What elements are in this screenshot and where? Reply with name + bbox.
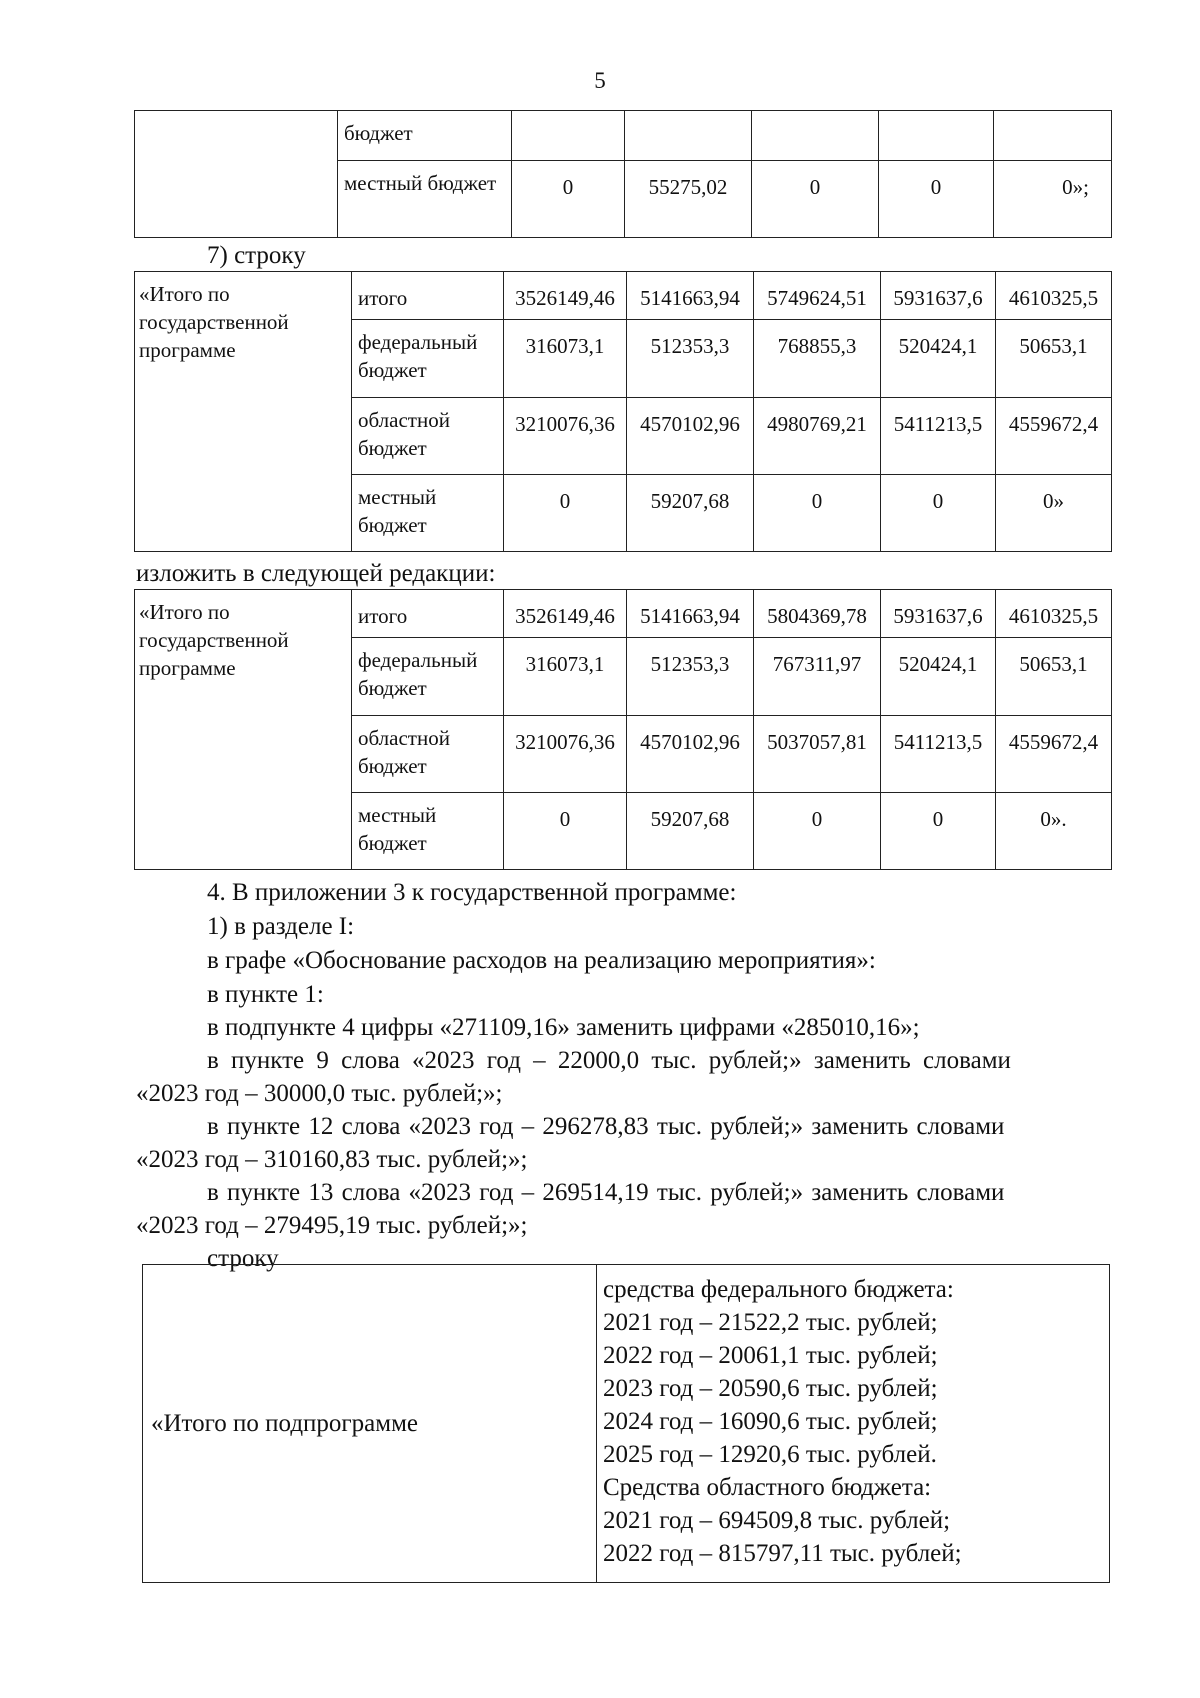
funding-line: 2021 год – 694509,8 тыс. рублей; [603,1507,951,1534]
table-cell: 0 [879,161,994,238]
table-cell: 4570102,96 [627,716,754,793]
table-subprogram [142,1264,1110,1583]
table-cell: 512353,3 [627,638,754,716]
table-row [135,272,1112,320]
row-label: областной бюджет [352,398,504,475]
paragraph: строку [207,1245,279,1272]
table-row [135,111,1112,161]
table-cell: 5141663,94 [627,272,754,320]
table-cell: 316073,1 [504,320,627,398]
table-cell: 3526149,46 [504,272,627,320]
table-cell: 5411213,5 [881,716,996,793]
heading-7: 7) строку [207,242,306,269]
subprogram-label: «Итого по подпрограмме [143,1265,597,1583]
table-cell: 5931637,6 [881,590,996,638]
table-cell: 3210076,36 [504,716,627,793]
table-cell: 3210076,36 [504,398,627,475]
table-cell: 4980769,21 [754,398,881,475]
table-cell [752,111,879,161]
table-new-total [134,589,1112,870]
row-label: местный бюджет [352,475,504,552]
table-cell: 59207,68 [627,475,754,552]
table-old-total [134,271,1112,552]
paragraph: в пункте 1: [207,981,324,1008]
paragraph: «2023 год – 310160,83 тыс. рублей;»; [136,1146,528,1173]
funding-line: 2022 год – 20061,1 тыс. рублей; [603,1342,938,1369]
funding-line: 2024 год – 16090,6 тыс. рублей; [603,1408,938,1435]
table-cell: 5804369,78 [754,590,881,638]
table-cell: 0 [752,161,879,238]
table-cell: 5749624,51 [754,272,881,320]
table-cell: 0 [754,475,881,552]
row-label: федеральный бюджет [352,320,504,398]
row-label: областной бюджет [352,716,504,793]
table-cell: 0»; [994,161,1112,238]
paragraph: в подпункте 4 цифры «271109,16» заменить цифрами «285010,16»; [207,1014,920,1041]
funding-line: средства федерального бюджета: [603,1276,954,1303]
table-cell: 5931637,6 [881,272,996,320]
row-label: местный бюджет [352,793,504,870]
table-cell: 5037057,81 [754,716,881,793]
funding-line: 2022 год – 815797,11 тыс. рублей; [603,1540,962,1567]
table-cell: 0». [996,793,1112,870]
table-cell: 4559672,4 [996,398,1112,475]
table-cell: 59207,68 [627,793,754,870]
table-cell: 0 [881,793,996,870]
table-cell [994,111,1112,161]
table-cell: 0 [504,475,627,552]
table-cell: 0 [754,793,881,870]
table-cell: 4610325,5 [996,590,1112,638]
table-row [143,1265,1110,1583]
row-label: итого [352,272,504,320]
row-label: итого [352,590,504,638]
table-cell: 4570102,96 [627,398,754,475]
row-label: местный бюджет [338,161,512,238]
program-name: «Итого по государственной программе [135,272,352,552]
paragraph: 1) в разделе I: [207,913,355,940]
funding-line: 2025 год – 12920,6 тыс. рублей. [603,1441,937,1468]
table-cell: 50653,1 [996,638,1112,716]
row-label: бюджет [338,111,512,161]
table-cell: 50653,1 [996,320,1112,398]
table-cell: 767311,97 [754,638,881,716]
table-cell: 520424,1 [881,638,996,716]
table-row [135,590,1112,638]
table-cell: 0» [996,475,1112,552]
paragraph: в пункте 12 слова «2023 год – 296278,83 тыс. рублей;» заменить словами [207,1113,1005,1140]
funding-line: 2021 год – 21522,2 тыс. рублей; [603,1309,938,1336]
table-cell: 0 [504,793,627,870]
table-cell: 3526149,46 [504,590,627,638]
paragraph: в пункте 9 слова «2023 год – 22000,0 тыс. рублей;» заменить словами [207,1047,1011,1074]
table-cell: 5141663,94 [627,590,754,638]
program-name: «Итого по государственной программе [135,590,352,870]
table-cell [512,111,625,161]
paragraph: «2023 год – 279495,19 тыс. рублей;»; [136,1212,528,1239]
paragraph: 4. В приложении 3 к государственной программе: [207,879,737,906]
funding-line: Средства областного бюджета: [603,1474,932,1501]
table-cell: 520424,1 [881,320,996,398]
table-cell: 5411213,5 [881,398,996,475]
table-cell: 0 [881,475,996,552]
paragraph: в графе «Обоснование расходов на реализацию мероприятия»: [207,947,876,974]
table-cell: 55275,02 [625,161,752,238]
funding-line: 2023 год – 20590,6 тыс. рублей; [603,1375,938,1402]
table-cell: 4559672,4 [996,716,1112,793]
table-continuation [134,110,1112,238]
table-cell: 768855,3 [754,320,881,398]
paragraph: в пункте 13 слова «2023 год – 269514,19 тыс. рублей;» заменить словами [207,1179,1005,1206]
subprogram-funding [597,1265,1110,1583]
row-label: федеральный бюджет [352,638,504,716]
table-cell: 512353,3 [627,320,754,398]
table-cell [879,111,994,161]
table-cell [135,111,338,238]
table-cell: 4610325,5 [996,272,1112,320]
paragraph: «2023 год – 30000,0 тыс. рублей;»; [136,1080,503,1107]
table-cell [625,111,752,161]
heading-edit: изложить в следующей редакции: [136,560,496,587]
table-cell: 316073,1 [504,638,627,716]
page-number: 5 [594,68,606,93]
table-cell: 0 [512,161,625,238]
